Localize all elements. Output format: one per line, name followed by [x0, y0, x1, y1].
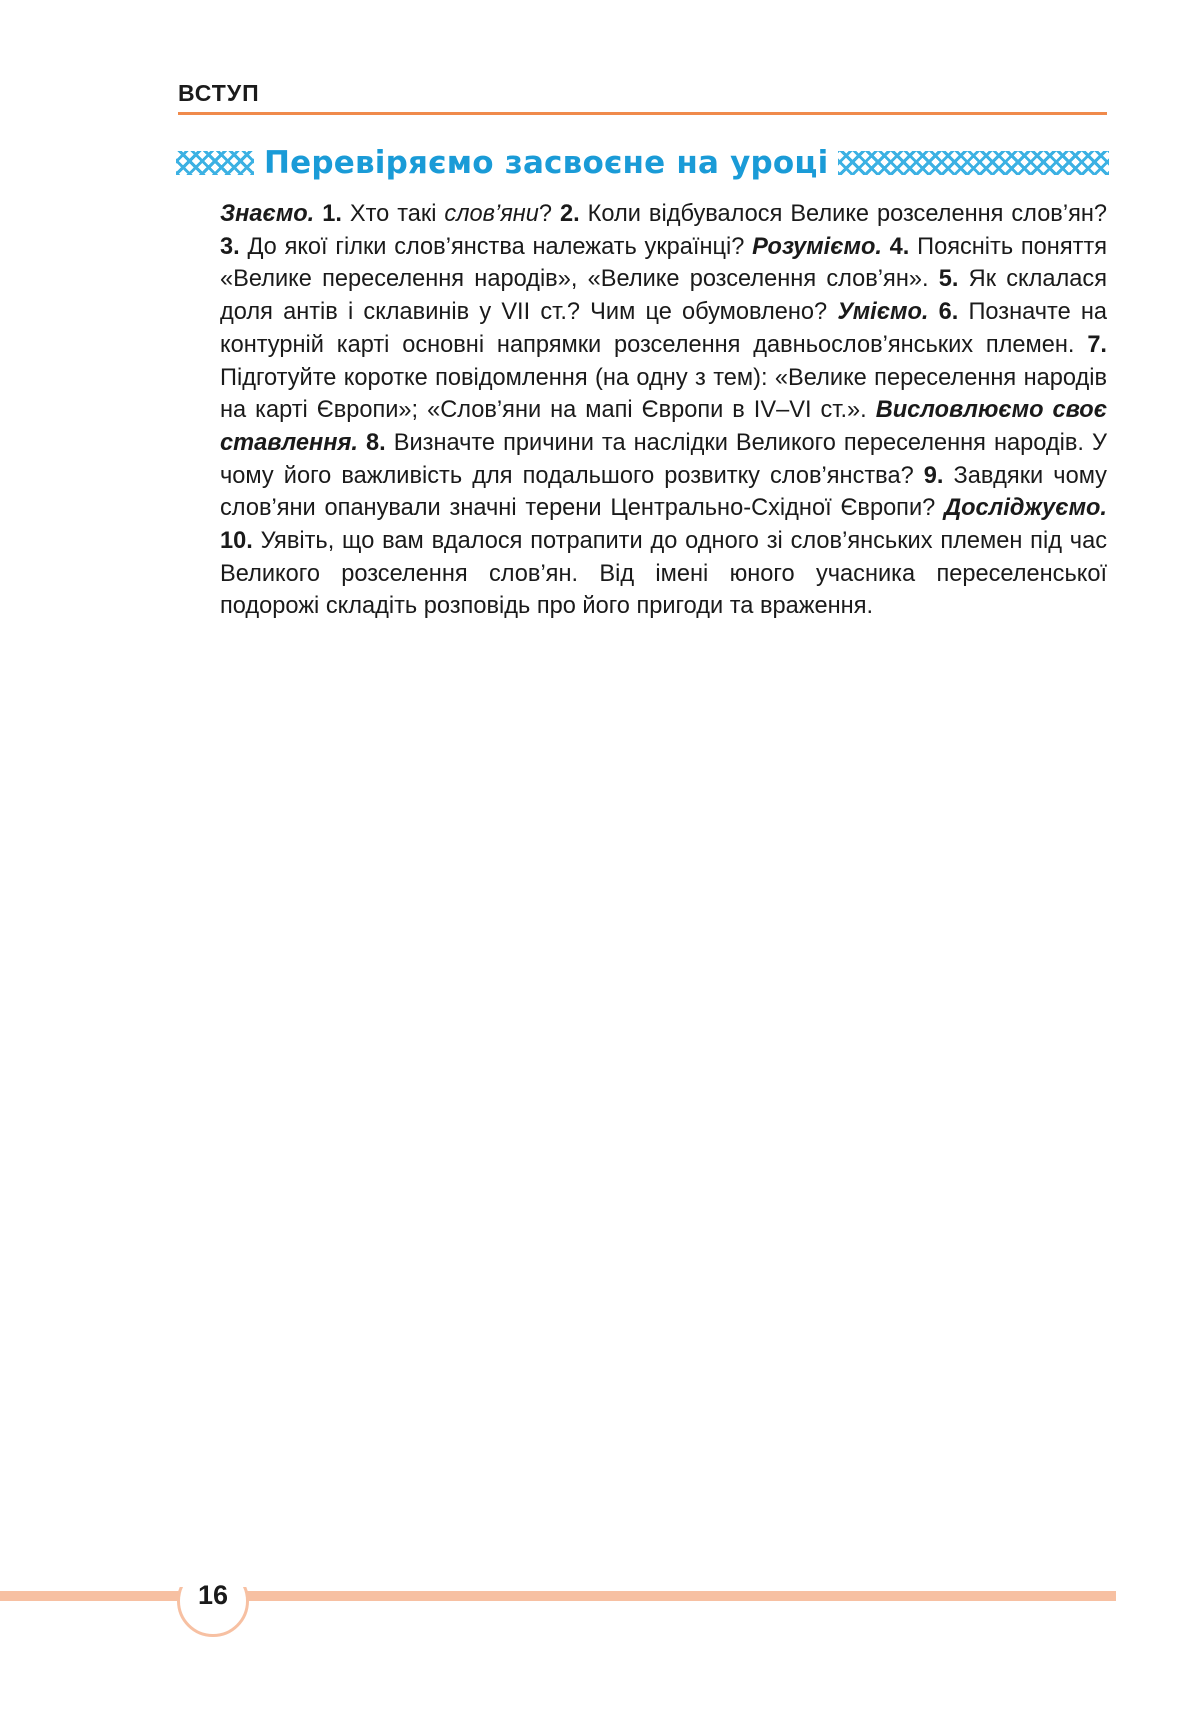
ornament-left [176, 151, 254, 175]
question-number: 5. [938, 266, 959, 293]
question-text: Поясніть поняття «Велике переселення народів», «Велике розселення слов’ян». [220, 233, 1107, 293]
keyword-research: Досліджуємо. [944, 495, 1107, 522]
question-text: Хто такі [341, 201, 445, 227]
question-text: ? [538, 201, 561, 227]
keyword-know: Знаємо. [220, 201, 315, 227]
questions-paragraph [220, 198, 1107, 623]
section-banner [176, 140, 1109, 186]
question-text: Уявіть, що вам вдалося потрапити до одного зі слов’янських племен під час Великого розселення слов’ян. Від імені юного учасника переселенської подорожі складіть розповідь про його пригоди та враження. [220, 528, 1107, 620]
banner-title: Перевіряємо засвоєне на уроці [264, 145, 829, 181]
question-text: Завдяки чому слов’яни опанували значні терени Центрально-Східної Європи? [220, 462, 1107, 522]
question-number: 3. [220, 233, 240, 260]
question-number: 6. [928, 299, 959, 326]
question-text: Коли відбувалося Велике розселення слов’ян? [579, 201, 1108, 227]
ornament-right [838, 151, 1109, 175]
question-text: Визначте причини та наслідки Великого переселення народів. У чому його важливість для подальшого розвитку слов’янства? [220, 429, 1108, 489]
footer-bar [0, 1591, 1116, 1601]
section-header: ВСТУП [178, 80, 260, 106]
question-number: 1. [322, 201, 342, 227]
keyword-opinion: Висловлюємо своє ставлення. [220, 397, 1107, 456]
question-number: 4. [881, 233, 910, 260]
question-text: Позначте на контурній карті основні напрямки розселення давньослов’янських племен. [220, 299, 1108, 358]
question-number: 8. [357, 429, 386, 456]
question-number: 7. [1087, 331, 1107, 358]
question-number: 9. [923, 462, 944, 489]
question-text: Підготуйте коротке повідомлення (на одну з тем): «Велике переселення народів на карті Європи»; «Слов’яни на мапі Європи в IV–VI ст.». [220, 364, 1107, 424]
question-number: 2. [560, 201, 580, 227]
page-number: 16 [197, 1580, 229, 1610]
header-rule [178, 112, 1107, 115]
question-number: 10. [220, 528, 253, 555]
question-text: До якої гілки слов’янства належать українці? [239, 233, 753, 260]
keyword-understand: Розуміємо. [752, 233, 882, 260]
question-term: слов’яни [444, 201, 539, 227]
question-text: Як склалася доля антів і склавинів у VII ст.? Чим це обумовлено? [220, 266, 1107, 326]
keyword-can: Уміємо. [837, 299, 929, 326]
